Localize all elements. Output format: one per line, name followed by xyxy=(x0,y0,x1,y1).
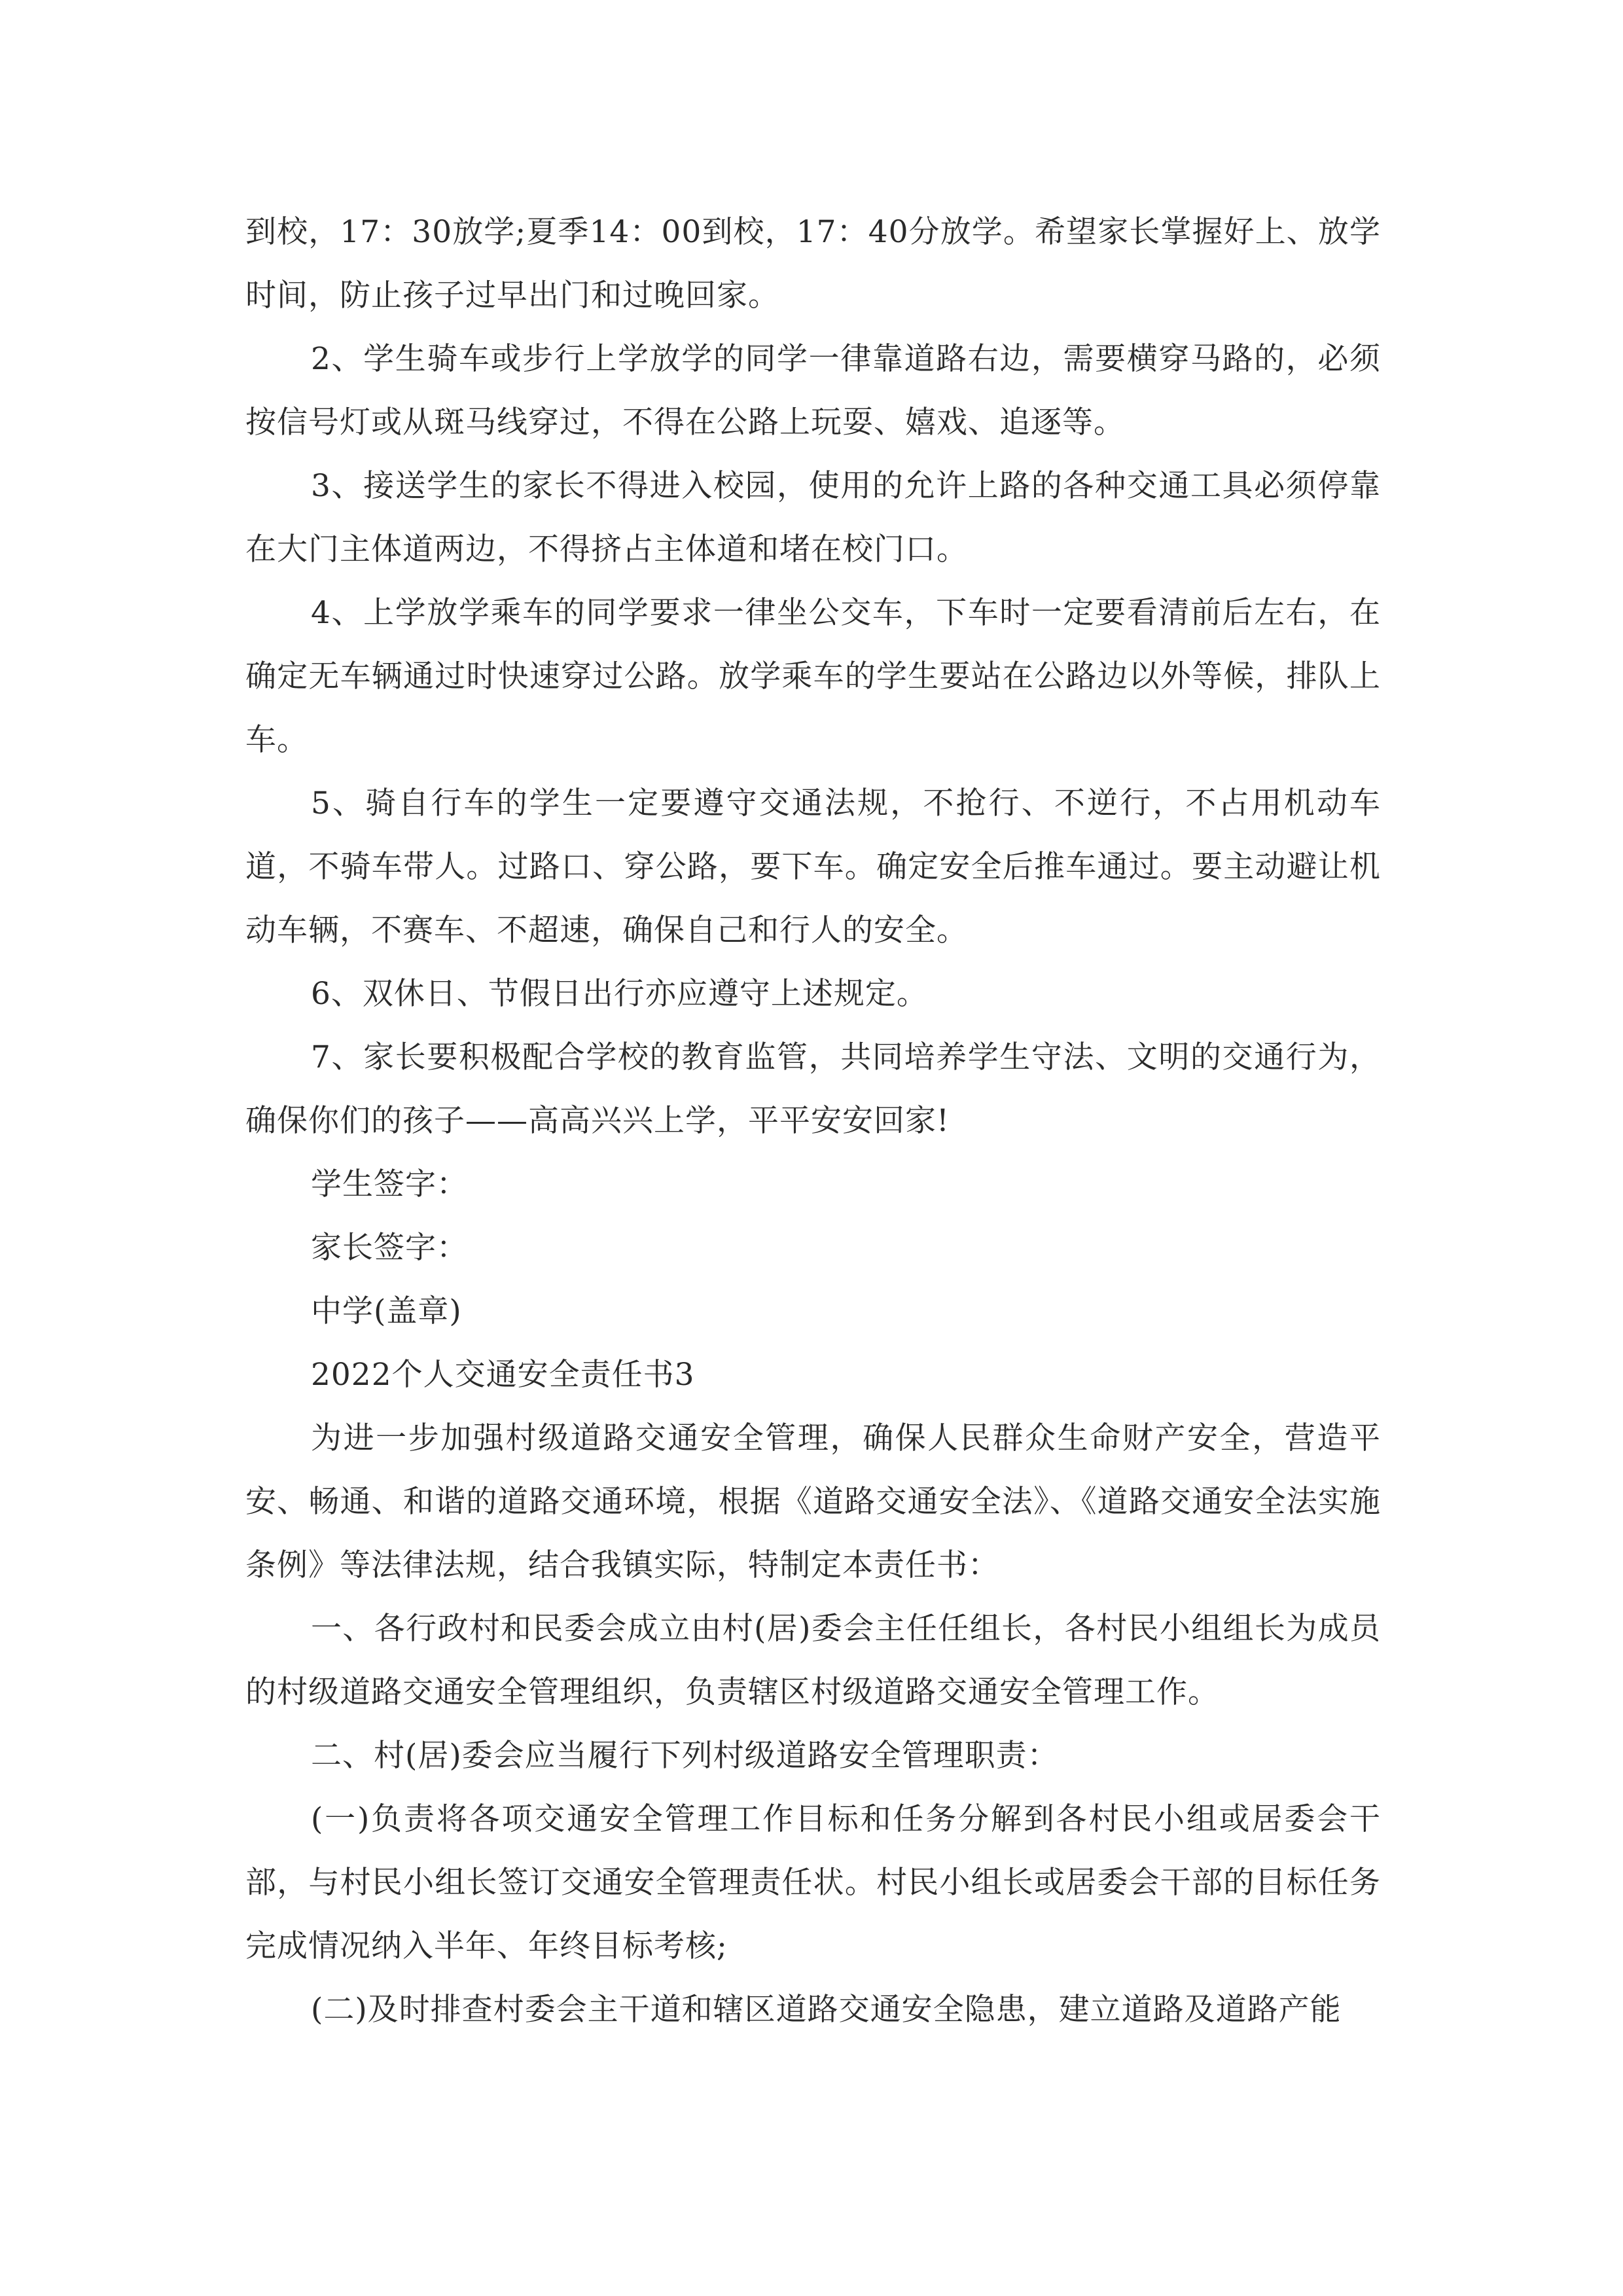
paragraph: 一、各行政村和民委会成立由村(居)委会主任任组长，各村民小组组长为成员的村级道路交通安全管理组织，负责辖区村级道路交通安全管理工作。 xyxy=(245,1611,1381,1710)
paragraph: 4、上学放学乘车的同学要求一律坐公交车，下车时一定要看清前后左右，在确定无车辆通过时快速穿过公路。放学乘车的学生要站在公路边以外等候，排队上车。 xyxy=(245,595,1381,758)
school-seal-label: 中学(盖章) xyxy=(311,1293,462,1329)
paragraph: 3、接送学生的家长不得进入校园，使用的允许上路的各种交通工具必须停靠在大门主体道两边，不得挤占主体道和堵在校门口。 xyxy=(245,468,1381,567)
student-signature-label: 学生签字： xyxy=(311,1166,468,1202)
paragraph: 到校，17：30放学;夏季14：00到校，17：40分放学。希望家长掌握好上、放学时间，防止孩子过早出门和过晚回家。 xyxy=(245,214,1381,314)
paragraph: 6、双休日、节假日出行亦应遵守上述规定。 xyxy=(311,976,928,1012)
paragraph: 二、村(居)委会应当履行下列村级道路安全管理职责： xyxy=(311,1738,1059,1774)
paragraph: (二)及时排查村委会主干道和辖区道路交通安全隐患，建立道路及道路产能 xyxy=(311,1992,1342,2028)
parent-signature-label: 家长签字： xyxy=(311,1230,468,1266)
paragraph: 为进一步加强村级道路交通安全管理，确保人民群众生命财产安全，营造平安、畅通、和谐的道路交通环境，根据《道路交通安全法》、《道路交通安全法实施条例》等法律法规，结合我镇实际，特制定本责任书： xyxy=(245,1420,1381,1583)
paragraph: (一)负责将各项交通安全管理工作目标和任务分解到各村民小组或居委会干部，与村民小组长签订交通安全管理责任状。村民小组长或居委会干部的目标任务完成情况纳入半年、年终目标考核; xyxy=(245,1801,1381,1964)
paragraph: 7、家长要积极配合学校的教育监管，共同培养学生守法、文明的交通行为，确保你们的孩子——高高兴兴上学，平平安安回家! xyxy=(245,1039,1381,1139)
document-body xyxy=(245,200,1381,2041)
paragraph: 2、学生骑车或步行上学放学的同学一律靠道路右边，需要横穿马路的，必须按信号灯或从斑马线穿过，不得在公路上玩耍、嬉戏、追逐等。 xyxy=(245,341,1381,440)
paragraph: 5、骑自行车的学生一定要遵守交通法规，不抢行、不逆行，不占用机动车道，不骑车带人。过路口、穿公路，要下车。确定安全后推车通过。要主动避让机动车辆，不赛车、不超速，确保自己和行人的安全。 xyxy=(245,785,1381,948)
section-title: 2022个人交通安全责任书3 xyxy=(311,1357,695,1393)
